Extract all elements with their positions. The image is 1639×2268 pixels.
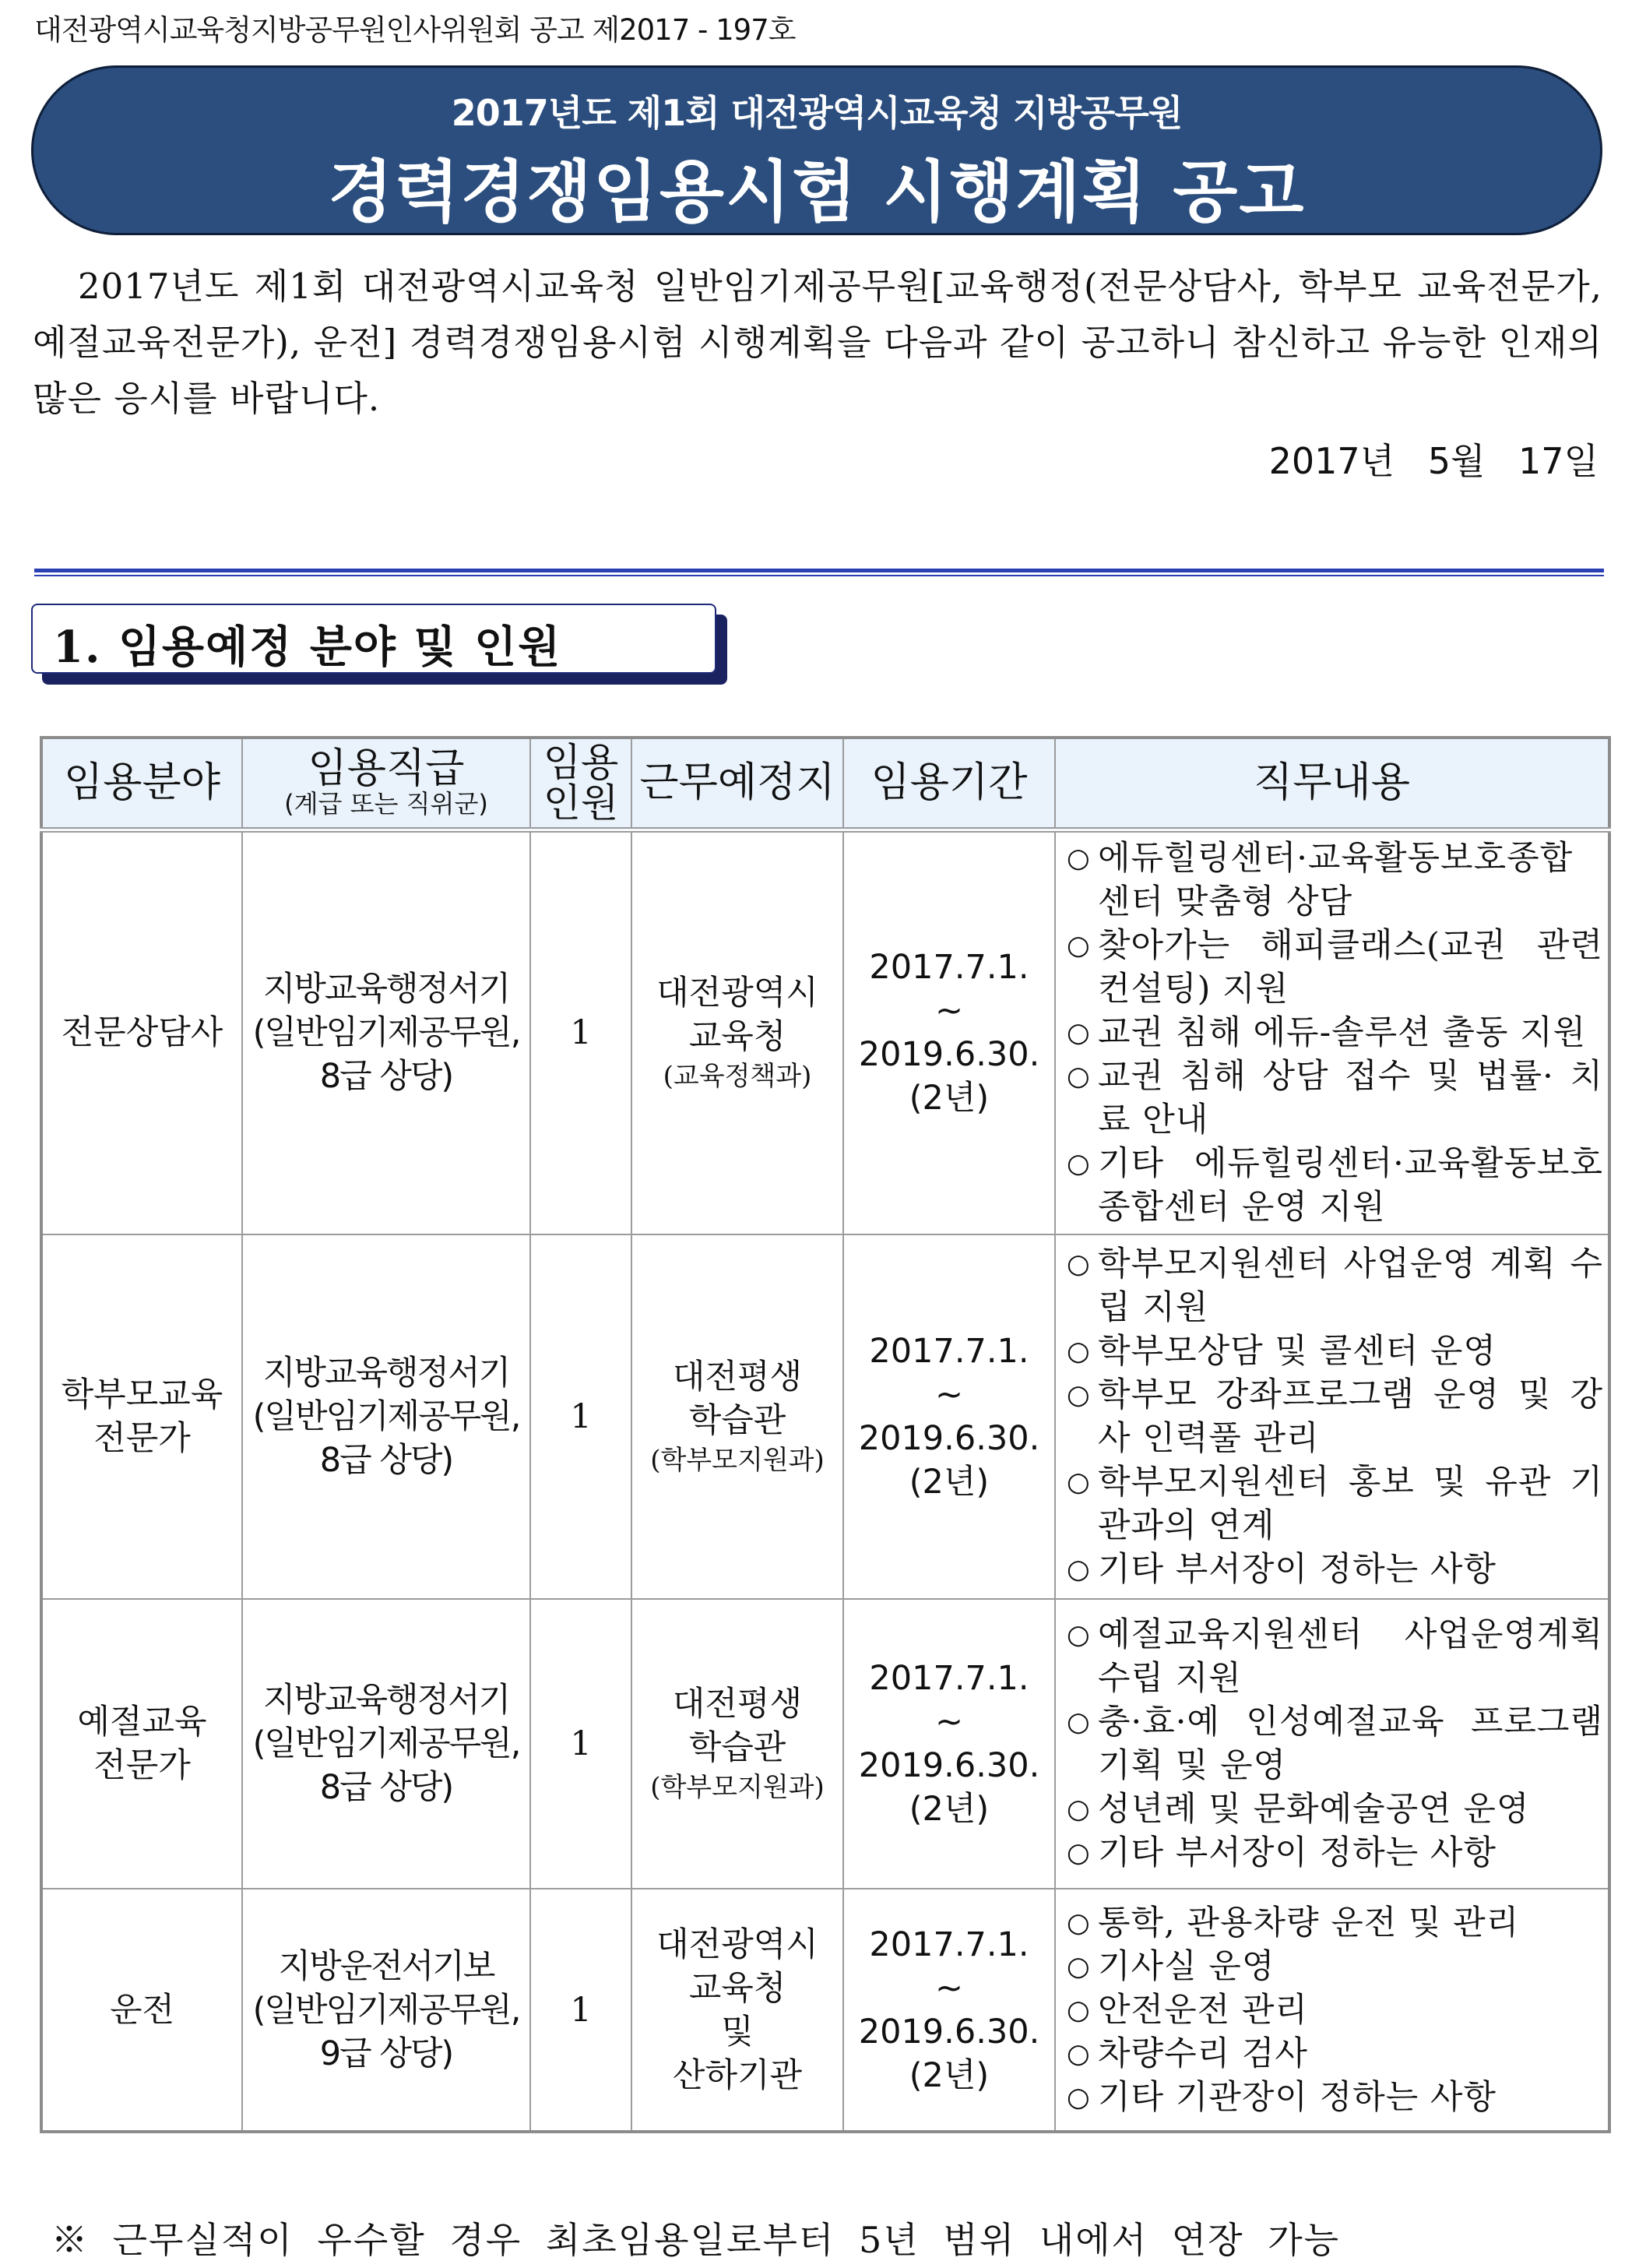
grade-line3: 9급 상당) xyxy=(319,2034,453,2073)
cell-grade xyxy=(242,1234,530,1599)
cell-workplace xyxy=(631,829,843,1234)
period-start: 2017.7.1. xyxy=(869,1332,1029,1371)
recruitment-table xyxy=(40,736,1611,2133)
header-duties: 직무내용 xyxy=(1055,738,1609,829)
cell-period xyxy=(843,1889,1055,2132)
cell-workplace xyxy=(631,1234,843,1599)
period-end: 2019.6.30. xyxy=(858,1035,1040,1075)
workplace-line1: 대전평생 xyxy=(672,1358,803,1396)
duties-list xyxy=(1067,1613,1603,1875)
duty-item: ○ 기타 기관장이 정하는 사항 xyxy=(1067,2076,1603,2119)
duty-item: ○ 기타 부서장이 정하는 사항 xyxy=(1067,1548,1603,1591)
grade-line2: (일반임기제공무원, xyxy=(252,1397,520,1436)
table-row xyxy=(41,829,1609,1234)
header-count-line2: 인원 xyxy=(543,780,619,826)
workplace-line1: 대전평생 xyxy=(672,1685,803,1724)
cell-grade xyxy=(242,829,530,1234)
duty-item: ○ 기타 에듀힐링센터·교육활동보호 종합센터 운영 지원 xyxy=(1067,1142,1603,1229)
period-start: 2017.7.1. xyxy=(869,1925,1029,1964)
cell-duties xyxy=(1055,829,1609,1234)
duty-item: ○ 기사실 운영 xyxy=(1067,1945,1603,1988)
footnote: ※ 근무실적이 우수할 경우 최초임용일로부터 5년 범위 내에서 연장 가능 xyxy=(51,2219,1341,2261)
cell-field xyxy=(41,1234,242,1599)
section-title: 1. 임용예정 분야 및 인원 xyxy=(53,622,562,673)
grade-line1: 지방교육행정서기 xyxy=(262,1354,510,1393)
period-length: (2년) xyxy=(909,1079,990,1118)
cell-count: 1 xyxy=(530,829,631,1234)
period-length: (2년) xyxy=(909,1463,990,1502)
period-length: (2년) xyxy=(909,1790,990,1829)
cell-period xyxy=(843,1234,1055,1599)
cell-grade xyxy=(242,1599,530,1889)
intro-paragraph: 2017년도 제1회 대전광역시교육청 일반임기제공무원[교육행정(전문상담사, 학부모 교육전문가, 예절교육전문가), 운전] 경력경쟁임용시험 시행계획을 다음과 같이 공고하니 참신하고 유능한 인재의 많은 응시를 바랍니다. xyxy=(33,266,1602,419)
cell-period xyxy=(843,829,1055,1234)
grade-line2: (일반임기제공무원, xyxy=(252,1013,520,1053)
section-heading xyxy=(31,604,716,674)
field-line1: 운전 xyxy=(109,1990,175,2030)
grade-line3: 8급 상당) xyxy=(319,1441,453,1480)
duty-item: ○ 예절교육지원센터 사업운영계획 수립 지원 xyxy=(1067,1613,1603,1700)
cell-period xyxy=(843,1599,1055,1889)
duty-item: ○ 차량수리 검사 xyxy=(1067,2032,1603,2076)
workplace-note: (교육정책과) xyxy=(663,1061,812,1093)
duties-list xyxy=(1067,836,1603,1229)
table-row xyxy=(41,1599,1609,1889)
duty-item: ○ 학부모상담 및 콜센터 운영 xyxy=(1067,1329,1603,1373)
table-row xyxy=(41,1889,1609,2132)
cell-count: 1 xyxy=(530,1234,631,1599)
duty-item: ○ 기타 부서장이 정하는 사항 xyxy=(1067,1831,1603,1875)
duty-item: ○ 안전운전 관리 xyxy=(1067,1988,1603,2032)
workplace-line2: 교육청 xyxy=(688,1968,786,2008)
period-start: 2017.7.1. xyxy=(869,948,1029,988)
period-end: 2019.6.30. xyxy=(858,1419,1040,1458)
banner-subtitle: 2017년도 제1회 대전광역시교육청 지방공무원 xyxy=(451,92,1183,134)
cell-count: 1 xyxy=(530,1889,631,2132)
duty-item: ○ 학부모지원센터 홍보 및 유관 기관과의 연계 xyxy=(1067,1460,1603,1548)
header-grade-label: 임용직급 xyxy=(308,745,465,793)
grade-line1: 지방교육행정서기 xyxy=(262,970,510,1009)
cell-workplace xyxy=(631,1599,843,1889)
cell-grade xyxy=(242,1889,530,2132)
workplace-note: (학부모지원과) xyxy=(650,1445,825,1476)
workplace-line2: 학습관 xyxy=(688,1401,786,1440)
period-length: (2년) xyxy=(909,2055,990,2095)
header-count-line1: 임용 xyxy=(543,740,619,786)
grade-line1: 지방교육행정서기 xyxy=(262,1681,510,1720)
table-row xyxy=(41,1234,1609,1599)
field-line1: 예절교육 xyxy=(77,1703,207,1742)
field-line2: 전문가 xyxy=(93,1746,191,1785)
duty-item: ○ 학부모지원센터 사업운영 계획 수립 지원 xyxy=(1067,1242,1603,1329)
cell-count: 1 xyxy=(530,1599,631,1889)
cell-duties xyxy=(1055,1234,1609,1599)
cell-duties xyxy=(1055,1889,1609,2132)
period-separator: ~ xyxy=(934,1375,964,1414)
workplace-note: (학부모지원과) xyxy=(650,1772,825,1803)
duty-item: ○ 충·효·예 인성예절교육 프로그램 기획 및 운영 xyxy=(1067,1700,1603,1787)
grade-line2: (일반임기제공무원, xyxy=(252,1990,520,2030)
banner-title: 경력경쟁임용시험 시행계획 공고 xyxy=(328,153,1306,231)
header-grade-note: (계급 또는 직위군) xyxy=(284,789,488,819)
duties-list xyxy=(1067,1242,1603,1591)
cell-duties xyxy=(1055,1599,1609,1889)
duty-item: ○ 에듀힐링센터·교육활동보호종합 센터 맞춤형 상담 xyxy=(1067,836,1603,924)
title-banner xyxy=(31,65,1602,235)
notice-number: 대전광역시교육청지방공무원인사위원회 공고 제2017 - 197호 xyxy=(34,13,796,47)
period-end: 2019.6.30. xyxy=(858,1746,1040,1785)
duty-item: ○ 교권 침해 상담 접수 및 법률· 치료 안내 xyxy=(1067,1055,1603,1142)
cell-field xyxy=(41,1889,242,2132)
header-field: 임용분야 xyxy=(41,738,242,829)
cell-field xyxy=(41,1599,242,1889)
field-line1: 전문상담사 xyxy=(61,1013,223,1053)
workplace-line3: 및 xyxy=(721,2012,754,2051)
header-period: 임용기간 xyxy=(843,738,1055,829)
field-line2: 전문가 xyxy=(93,1419,191,1458)
period-start: 2017.7.1. xyxy=(869,1659,1029,1698)
divider-rule xyxy=(34,569,1604,576)
period-separator: ~ xyxy=(934,1703,964,1742)
grade-line1: 지방운전서기보 xyxy=(278,1946,494,1986)
duty-item: ○ 통학, 관용차량 운전 및 관리 xyxy=(1067,1901,1603,1945)
header-workplace: 근무예정지 xyxy=(631,738,843,829)
workplace-line2: 학습관 xyxy=(688,1728,786,1767)
grade-line3: 8급 상당) xyxy=(319,1057,453,1097)
header-grade xyxy=(242,738,530,829)
cell-field xyxy=(41,829,242,1234)
announcement-date: 2017년 5월 17일 xyxy=(1268,440,1599,482)
cell-workplace xyxy=(631,1889,843,2132)
period-separator: ~ xyxy=(934,991,964,1031)
field-line1: 학부모교육 xyxy=(61,1375,223,1414)
period-separator: ~ xyxy=(934,1968,964,2008)
grade-line2: (일반임기제공무원, xyxy=(252,1724,520,1763)
period-end: 2019.6.30. xyxy=(858,2012,1040,2051)
duty-item: ○ 학부모 강좌프로그램 운영 및 강사 인력풀 관리 xyxy=(1067,1373,1603,1460)
duty-item: ○ 성년례 및 문화예술공연 운영 xyxy=(1067,1787,1603,1831)
table-header-row xyxy=(41,738,1609,829)
duty-item: ○ 찾아가는 해피클래스(교권 관련 컨설팅) 지원 xyxy=(1067,924,1603,1011)
workplace-line1: 대전광역시 xyxy=(656,974,818,1013)
duties-list xyxy=(1067,1901,1603,2119)
workplace-line1: 대전광역시 xyxy=(656,1925,818,1964)
duty-item: ○ 교권 침해 에듀-솔루션 출동 지원 xyxy=(1067,1011,1603,1055)
grade-line3: 8급 상당) xyxy=(319,1768,453,1807)
workplace-line2: 교육청 xyxy=(688,1017,786,1057)
header-count xyxy=(530,738,631,829)
workplace-line4: 산하기관 xyxy=(672,2055,803,2095)
